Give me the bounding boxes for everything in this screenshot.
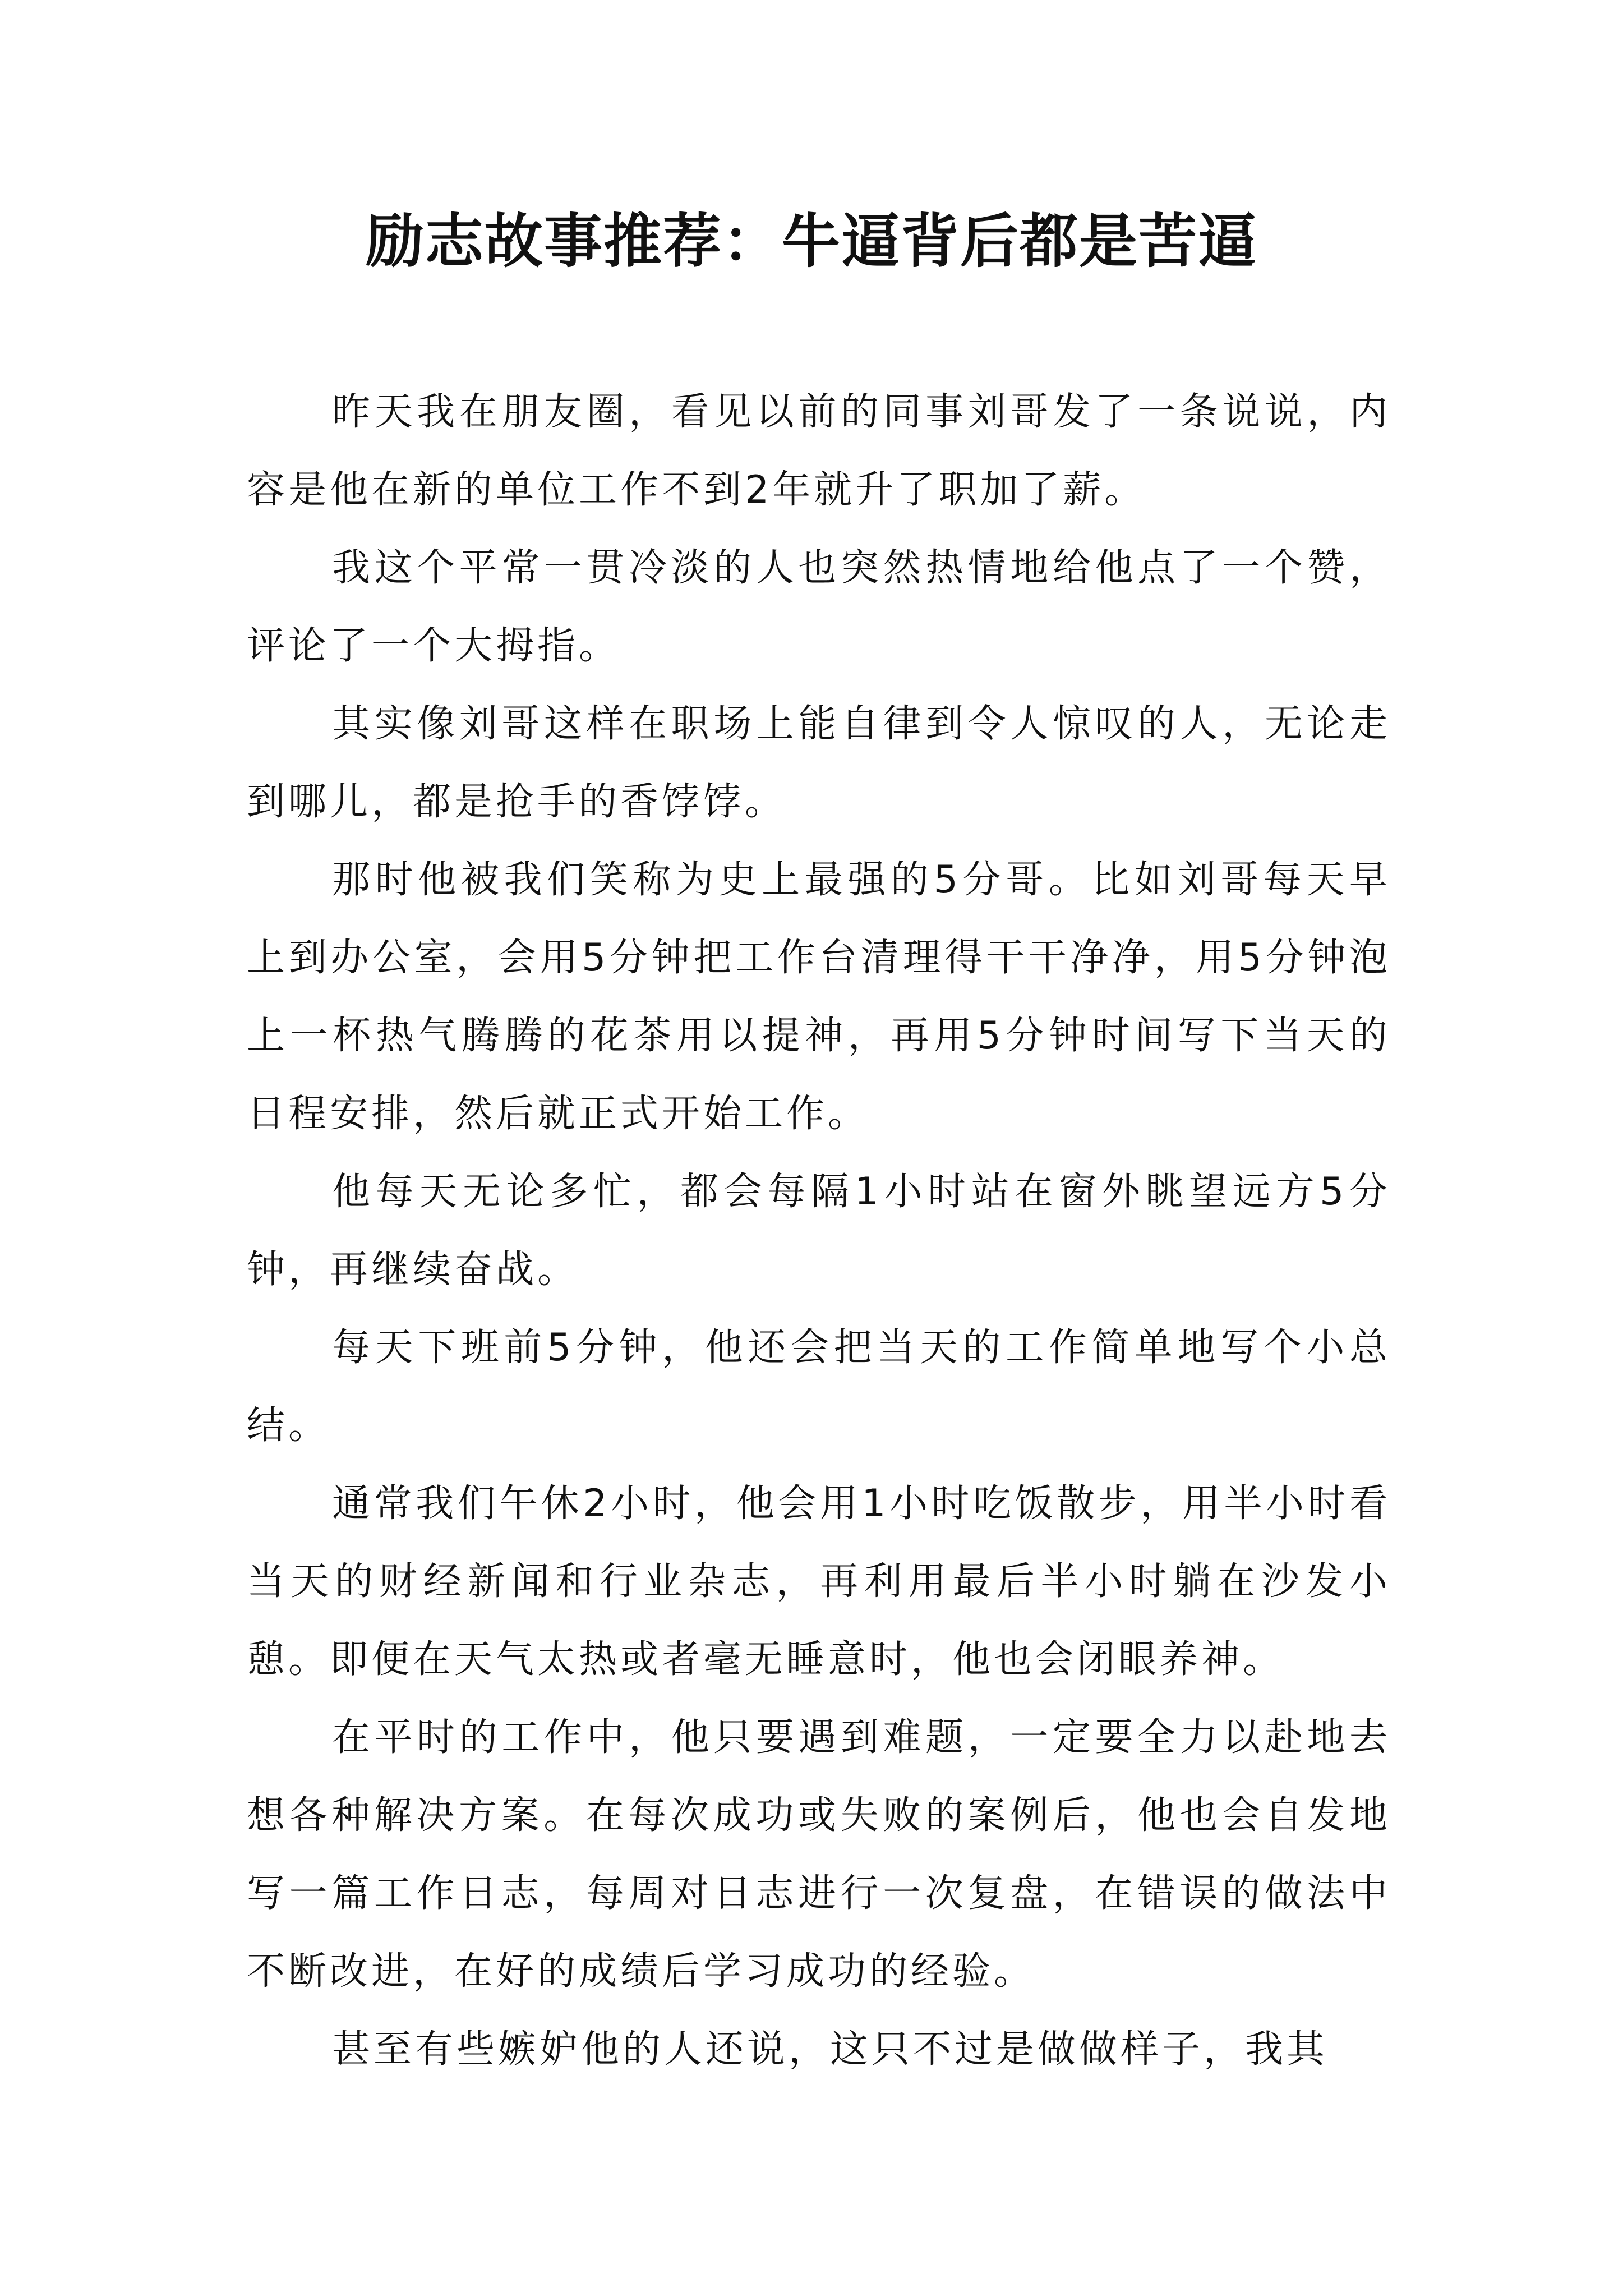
document-title: 励志故事推荐：牛逼背后都是苦逼 xyxy=(365,206,1257,275)
paragraph: 他每天无论多忙，都会每隔1小时站在窗外眺望远方5分钟，再继续奋战。 xyxy=(247,1170,1391,1292)
paragraph: 甚至有些嫉妒他的人还说，这只不过是做做样子，我其 xyxy=(332,2027,1329,2072)
paragraph: 那时他被我们笑称为史上最强的5分哥。比如刘哥每天早上到办公室，会用5分钟把工作台清理得干干净净，用5分钟泡上一杯热气腾腾的花茶用以提神，再用5分钟时间写下当天的日程安排，然后就正式开始工作。 xyxy=(247,858,1391,1136)
paragraph: 在平时的工作中，他只要遇到难题，一定要全力以赴地去想各种解决方案。在每次成功或失败的案例后，他也会自发地写一篇工作日志，每周对日志进行一次复盘，在错误的做法中不断改进，在好的成绩后学习成功的经验。 xyxy=(247,1715,1391,1994)
paragraph: 我这个平常一贯冷淡的人也突然热情地给他点了一个赞，评论了一个大拇指。 xyxy=(247,546,1391,668)
document-body xyxy=(247,373,1391,2088)
paragraph: 每天下班前5分钟，他还会把当天的工作简单地写个小总结。 xyxy=(247,1326,1391,1448)
paragraph: 通常我们午休2小时，他会用1小时吃饭散步，用半小时看当天的财经新闻和行业杂志，再利用最后半小时躺在沙发小憩。即便在天气太热或者毫无睡意时，他也会闭眼养神。 xyxy=(247,1481,1391,1682)
paragraph: 昨天我在朋友圈，看见以前的同事刘哥发了一条说说，内容是他在新的单位工作不到2年就升了职加了薪。 xyxy=(247,390,1391,512)
paragraph: 其实像刘哥这样在职场上能自律到令人惊叹的人，无论走到哪儿，都是抢手的香饽饽。 xyxy=(247,702,1391,824)
